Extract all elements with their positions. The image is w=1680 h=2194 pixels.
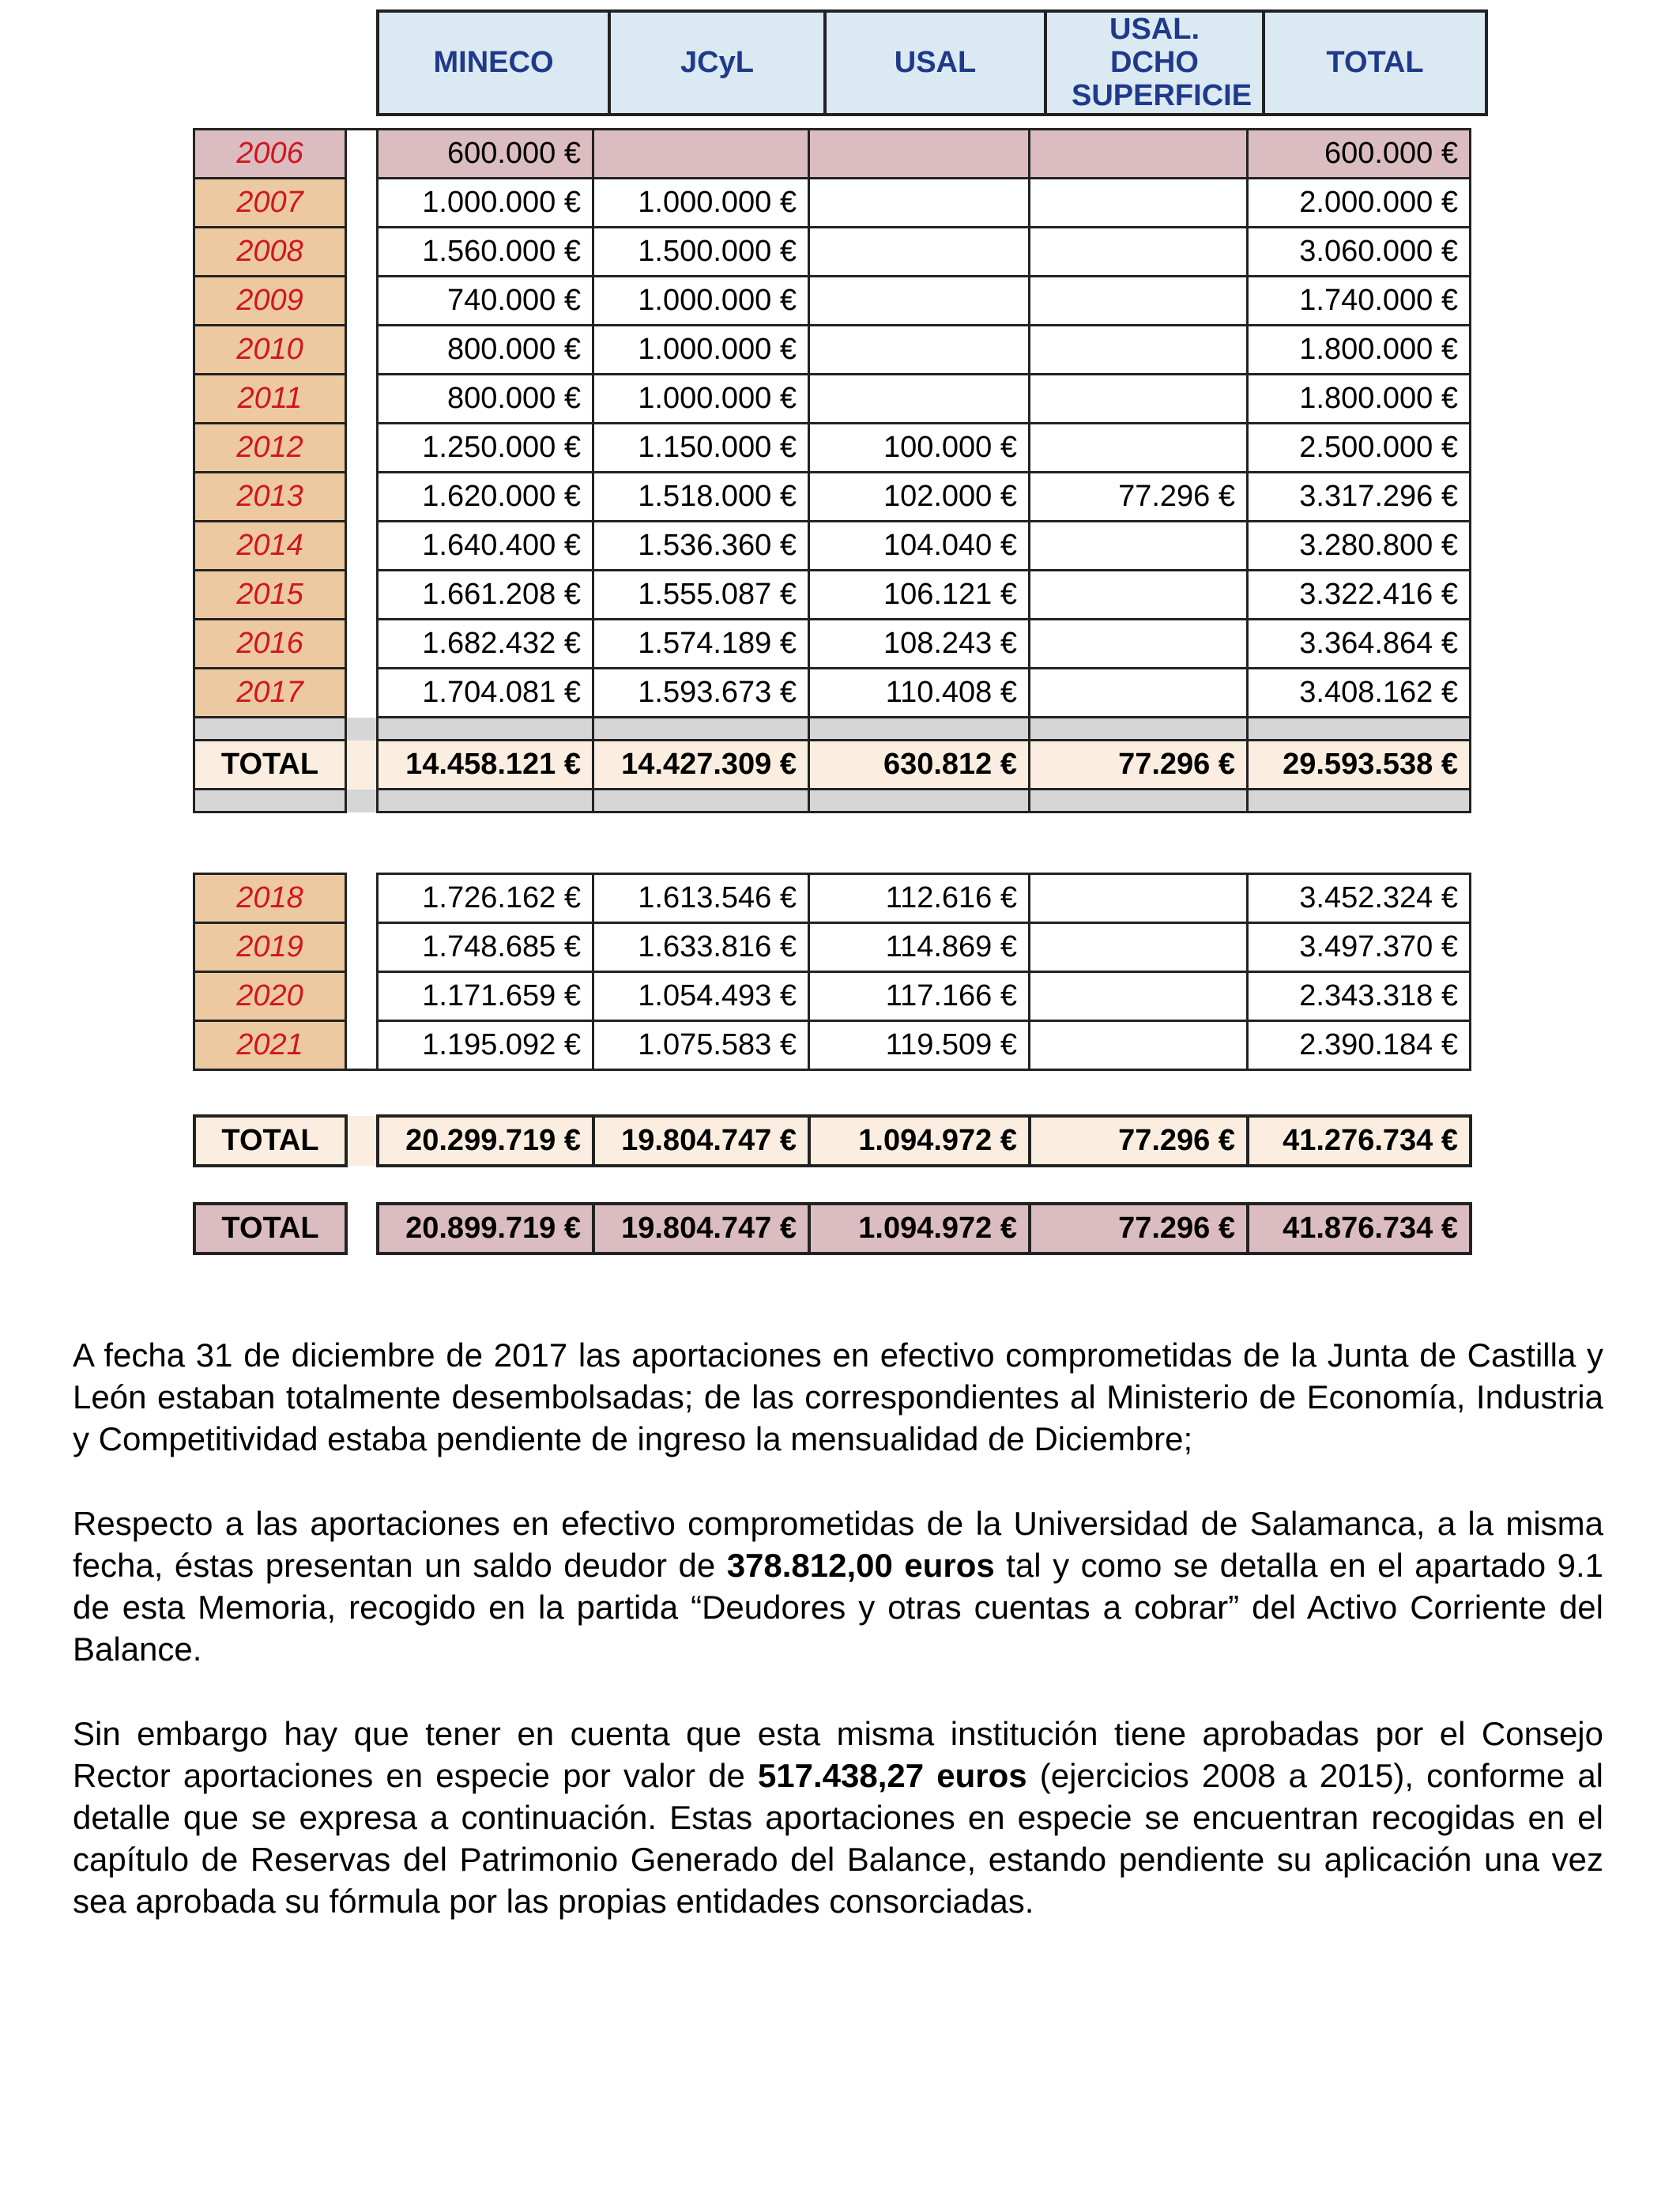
table-row [194,1021,1471,1070]
cell-usal-dcho [1030,375,1248,424]
total-mineco: 20.299.719 € [378,1116,593,1166]
year-cell: 2008 [194,228,346,277]
header-jcyl: JCyL [609,11,825,115]
overall-total-mineco: 20.899.719 € [378,1204,593,1253]
cell-jcyl: 1.555.087 € [593,571,809,620]
cell-total: 3.408.162 € [1248,669,1471,718]
cell-mineco: 1.661.208 € [378,571,593,620]
cell-usal-dcho [1030,424,1248,473]
cell-usal-dcho [1030,228,1248,277]
cell-mineco: 1.682.432 € [378,620,593,669]
table-row [194,669,1471,718]
column-header-table [376,9,1488,116]
cell-usal: 119.509 € [809,1021,1030,1070]
year-cell: 2021 [194,1021,346,1070]
cell-usal-dcho [1030,972,1248,1021]
subtotal-value: 14.427.309 € [593,741,809,790]
cell-mineco: 1.171.659 € [378,972,593,1021]
paragraph [73,1334,1603,1460]
cell-usal [809,326,1030,375]
cell-jcyl: 1.536.360 € [593,522,809,571]
total-label: TOTAL [194,1116,346,1166]
cell-usal: 102.000 € [809,473,1030,522]
paragraph [73,1502,1603,1670]
text-span: Sin embargo hay que tener en cuenta que esta misma institución tiene aprobadas por el Consejo Rector aportaciones en especie por valor de [73,1715,1603,1794]
cell-mineco: 1.620.000 € [378,473,593,522]
year-cell: 2016 [194,620,346,669]
cell-total: 1.740.000 € [1248,277,1471,326]
total-usal: 1.094.972 € [809,1116,1030,1166]
year-cell: 2015 [194,571,346,620]
cell-usal [809,277,1030,326]
year-cell: 2018 [194,874,346,923]
subtotal-row-2017 [194,741,1471,790]
year-cell: 2020 [194,972,346,1021]
overall-total-usal-dcho: 77.296 € [1030,1204,1248,1253]
cell-jcyl: 1.000.000 € [593,375,809,424]
cell-mineco: 1.560.000 € [378,228,593,277]
cell-total: 1.800.000 € [1248,326,1471,375]
overall-total-total: 41.876.734 € [1248,1204,1471,1253]
cell-total: 3.060.000 € [1248,228,1471,277]
cell-usal: 117.166 € [809,972,1030,1021]
contributions-table-2006-2017 [193,128,1471,813]
overall-total-usal: 1.094.972 € [809,1204,1030,1253]
cell-usal-dcho [1030,620,1248,669]
cell-mineco: 800.000 € [378,326,593,375]
highlighted-amount: 517.438,27 euros [757,1757,1027,1794]
text-span: Respecto a las aportaciones en efectivo comprometidas de la Universidad de Salamanca, a la misma fecha, éstas presentan un saldo deudor de [73,1505,1603,1584]
cell-mineco: 1.640.400 € [378,522,593,571]
cell-usal: 112.616 € [809,874,1030,923]
cell-total: 3.280.800 € [1248,522,1471,571]
table-row [194,228,1471,277]
cell-total: 3.317.296 € [1248,473,1471,522]
cell-usal-dcho [1030,326,1248,375]
text-span: tal y como se detalla en el apartado 9.1 de esta Memoria, recogido en la partida “Deudores y otras cuentas a cobrar” del Activo Corriente del Balance. [73,1547,1603,1668]
subtotal-value: 29.593.538 € [1248,741,1471,790]
table-row [194,179,1471,228]
table-row [194,522,1471,571]
cell-usal: 110.408 € [809,669,1030,718]
cell-jcyl: 1.075.583 € [593,1021,809,1070]
table-row [194,277,1471,326]
cell-total: 3.364.864 € [1248,620,1471,669]
column-header-row [378,11,1486,115]
year-cell: 2006 [194,130,346,179]
cell-total: 3.497.370 € [1248,923,1471,972]
cell-jcyl: 1.574.189 € [593,620,809,669]
cell-usal: 108.243 € [809,620,1030,669]
highlighted-amount: 378.812,00 euros [726,1547,995,1584]
cell-mineco: 1.704.081 € [378,669,593,718]
cell-jcyl: 1.054.493 € [593,972,809,1021]
cell-total: 2.000.000 € [1248,179,1471,228]
header-usal-dcho-superficie: USAL. DCHO SUPERFICIE [1045,11,1264,115]
cell-usal-dcho [1030,277,1248,326]
cell-mineco: 1.000.000 € [378,179,593,228]
table-row [194,424,1471,473]
total-jcyl: 19.804.747 € [593,1116,809,1166]
cell-total: 1.800.000 € [1248,375,1471,424]
cell-mineco: 740.000 € [378,277,593,326]
table-row [194,130,1471,179]
grand-total-2006-2021-table [193,1114,1472,1167]
text-span: (ejercicios 2008 a 2015), conforme al detalle que se expresa a continuación. Estas aportaciones en especie se encuentran recogidas en el capítulo de Reservas del Patrimonio Generado del Balance, estando pendiente su aplicación una vez sea aprobada su fórmula por las propias entidades consorciadas. [73,1757,1604,1920]
explanatory-text [73,1334,1603,1965]
cell-total: 2.390.184 € [1248,1021,1471,1070]
year-cell: 2013 [194,473,346,522]
overall-total-jcyl: 19.804.747 € [593,1204,809,1253]
cell-jcyl: 1.593.673 € [593,669,809,718]
cell-jcyl: 1.633.816 € [593,923,809,972]
paragraph [73,1713,1603,1922]
cell-total: 600.000 € [1248,130,1471,179]
cell-jcyl: 1.000.000 € [593,277,809,326]
cell-usal-dcho [1030,522,1248,571]
cell-usal-dcho [1030,1021,1248,1070]
subtotal-value: 77.296 € [1030,741,1248,790]
contributions-table-2018-2021 [193,873,1471,1071]
total-usal-dcho: 77.296 € [1030,1116,1248,1166]
year-cell: 2019 [194,923,346,972]
cell-mineco: 1.726.162 € [378,874,593,923]
year-cell: 2012 [194,424,346,473]
cell-total: 2.500.000 € [1248,424,1471,473]
header-usal: USAL [825,11,1045,115]
cell-total: 3.322.416 € [1248,571,1471,620]
year-cell: 2011 [194,375,346,424]
overall-total-label: TOTAL [194,1204,346,1253]
cell-jcyl: 1.000.000 € [593,326,809,375]
subtotal-label: TOTAL [194,741,346,790]
cell-usal-dcho [1030,130,1248,179]
cell-usal: 104.040 € [809,522,1030,571]
year-cell: 2014 [194,522,346,571]
overall-total-table [193,1202,1472,1255]
cell-mineco: 1.250.000 € [378,424,593,473]
cell-usal: 106.121 € [809,571,1030,620]
header-mineco: MINECO [378,11,609,115]
cell-mineco: 800.000 € [378,375,593,424]
cell-mineco: 600.000 € [378,130,593,179]
cell-jcyl: 1.150.000 € [593,424,809,473]
cell-usal-dcho [1030,923,1248,972]
table-row [194,874,1471,923]
cell-usal [809,130,1030,179]
table-row [194,375,1471,424]
cell-total: 2.343.318 € [1248,972,1471,1021]
overall-total-row [194,1204,1471,1253]
year-cell: 2010 [194,326,346,375]
year-cell: 2007 [194,179,346,228]
separator-row [194,718,1471,741]
year-cell: 2017 [194,669,346,718]
table-row [194,620,1471,669]
cell-usal: 100.000 € [809,424,1030,473]
subtotal-value: 14.458.121 € [378,741,593,790]
cell-usal [809,228,1030,277]
table-row [194,571,1471,620]
table-row [194,473,1471,522]
table-row [194,326,1471,375]
cell-jcyl: 1.518.000 € [593,473,809,522]
subtotal-value: 630.812 € [809,741,1030,790]
cell-usal: 114.869 € [809,923,1030,972]
cell-usal-dcho: 77.296 € [1030,473,1248,522]
year-cell: 2009 [194,277,346,326]
cell-usal-dcho [1030,179,1248,228]
cell-usal-dcho [1030,571,1248,620]
separator-row [194,790,1471,812]
cell-jcyl: 1.613.546 € [593,874,809,923]
header-total: TOTAL [1264,11,1486,115]
cell-mineco: 1.195.092 € [378,1021,593,1070]
cell-usal [809,179,1030,228]
cell-total: 3.452.324 € [1248,874,1471,923]
cell-mineco: 1.748.685 € [378,923,593,972]
cell-jcyl: 1.500.000 € [593,228,809,277]
table-row [194,972,1471,1021]
total-row [194,1116,1471,1166]
cell-jcyl: 1.000.000 € [593,179,809,228]
cell-jcyl [593,130,809,179]
text-span: A fecha 31 de diciembre de 2017 las aportaciones en efectivo comprometidas de la Junta de Castilla y León estaban totalmente desembolsadas; de las correspondientes al Ministerio de Economía, Industria y Competitividad estaba pendiente de ingreso la mensualidad de Diciembre; [73,1336,1603,1457]
total-total: 41.276.734 € [1248,1116,1471,1166]
cell-usal-dcho [1030,669,1248,718]
cell-usal [809,375,1030,424]
cell-usal-dcho [1030,874,1248,923]
table-row [194,923,1471,972]
